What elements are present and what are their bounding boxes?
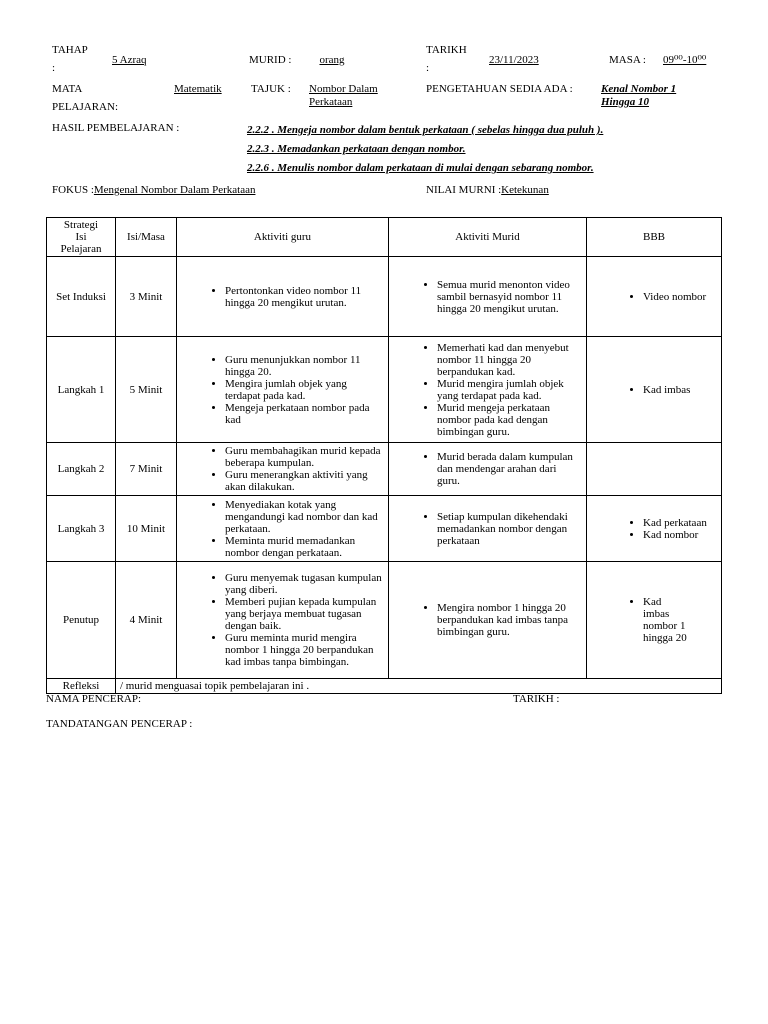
tarikh-label: TARIKH [426,44,467,56]
row-time: 3 Minit [116,257,177,337]
header-strategi: Strategi Isi Pelajaran [47,218,116,257]
list-item: • Memberi pujian kepada kumpulan yang berjaya membuat tugasan dengan baik. [225,596,384,632]
list-item: • Mengira nombor 1 hingga 20 berpandukan kad imbas tanpa bimbingan guru. [437,602,582,638]
nilai-label: NILAI MURNI : [426,184,502,196]
pengetahuan-label: PENGETAHUAN SEDIA ADA : [426,83,573,95]
row-stage: Penutup [47,562,116,679]
refleksi-label: Refleksi [47,679,116,694]
fokus-label: FOKUS : [52,184,94,196]
list-item: • Kad imbas [643,384,717,396]
masa-label: MASA : [609,54,646,66]
tarikh-colon: : [426,62,430,74]
row-bbb [587,496,722,562]
masa-value: 09⁰⁰-10⁰⁰ [663,54,707,66]
row-murid [389,257,587,337]
table-row [47,337,722,443]
list-item: • Guru membahagikan murid kepada beberapa kumpulan. [225,445,384,469]
tajuk-value-line2: Perkataan [309,96,353,108]
list-item: • Kad nombor [643,529,717,541]
list-item: • Pertontonkan video nombor 11 hingga 20 mengikut urutan. [225,285,384,309]
murid-value: orang [319,54,345,66]
refleksi-row [47,679,722,694]
lesson-plan-table [46,217,722,694]
row-murid [389,337,587,443]
row-time: 10 Minit [116,496,177,562]
nilai-value: Ketekunan [501,184,549,196]
murid-label: MURID : [249,54,292,66]
refleksi-text: / murid menguasai topik pembelajaran ini . [116,679,722,694]
row-guru [177,337,389,443]
tarikh-value: 23/11/2023 [489,54,539,66]
tajuk-value-line1: Nombor Dalam [309,83,378,95]
tahap-value: 5 Azraq [112,54,147,66]
list-item: • Setiap kumpulan dikehendaki memadankan nombor dengan perkataan [437,511,582,547]
table-row [47,496,722,562]
tajuk-label: TAJUK : [251,83,291,95]
row-guru [177,443,389,496]
row-time: 5 Minit [116,337,177,443]
list-item: • Murid mengeja perkataan nombor pada kad dengan bimbingan guru. [437,402,582,438]
nilai-murni [426,184,549,196]
fokus-value: Mengenal Nombor Dalam Perkataan [93,184,256,196]
tandatangan-pencerap: TANDATANGAN PENCERAP : [46,718,193,730]
list-item: • Meminta murid memadankan nombor dengan perkataan. [225,535,384,559]
row-stage: Set Induksi [47,257,116,337]
row-bbb [587,257,722,337]
hasil-item-3: 2.2.6 . Menulis nombor dalam perkataan di mulai dengan sebarang nombor. [247,162,594,174]
row-guru [177,257,389,337]
list-item: • Video nombor [643,291,717,303]
list-item: • Guru menerangkan aktiviti yang akan dilakukan. [225,469,384,493]
header-aktiviti-guru: Aktiviti guru [177,218,389,257]
table-row [47,562,722,679]
row-stage: Langkah 2 [47,443,116,496]
hasil-item-1: 2.2.2 . Mengeja nombor dalam bentuk perkataan ( sebelas hingga dua puluh ). [247,124,604,136]
list-item: • Menyediakan kotak yang mengandungi kad nombor dan kad perkataan. [225,499,384,535]
row-murid [389,443,587,496]
row-time: 7 Minit [116,443,177,496]
list-item: • Mengira jumlah objek yang terdapat pada kad. [225,378,384,402]
tahap-colon: : [52,62,56,74]
header-bbb: BBB [587,218,722,257]
tarikh-footer: TARIKH : [513,693,560,705]
mata-value: Matematik [174,83,222,95]
row-bbb [587,337,722,443]
row-bbb [587,562,722,679]
list-item: • Guru meminta murid mengira nombor 1 hingga 20 berpandukan kad imbas tanpa bimbingan. [225,632,384,668]
tahap-label: TAHAP [52,44,88,56]
header-aktiviti-murid: Aktiviti Murid [389,218,587,257]
list-item: • Mengeja perkataan nombor pada kad [225,402,384,426]
mata-label: MATA [52,83,83,95]
list-item: • Kad imbas nombor 1 hingga 20 [643,596,687,644]
row-murid [389,496,587,562]
hasil-item-2: 2.2.3 . Memadankan perkataan dengan nombor. [247,143,466,155]
hasil-label: HASIL PEMBELAJARAN : [52,122,180,134]
row-stage: Langkah 3 [47,496,116,562]
list-item: • Kad perkataan [643,517,717,529]
row-time: 4 Minit [116,562,177,679]
pelajaran-label: PELAJARAN: [52,101,119,113]
list-item: • Murid berada dalam kumpulan dan mendengar arahan dari guru. [437,451,582,487]
pengetahuan-value-line1: Kenal Nombor 1 [601,83,677,95]
list-item: • Murid mengira jumlah objek yang terdapat pada kad. [437,378,582,402]
row-bbb [587,443,722,496]
row-stage: Langkah 1 [47,337,116,443]
row-guru [177,562,389,679]
row-murid [389,562,587,679]
header-isi-masa: Isi/Masa [116,218,177,257]
table-row [47,257,722,337]
list-item: • Memerhati kad dan menyebut nombor 11 hingga 20 berpandukan kad. [437,342,582,378]
list-item: • Guru menyemak tugasan kumpulan yang diberi. [225,572,384,596]
nama-pencerap: NAMA PENCERAP: [46,693,142,705]
list-item: • Guru menunjukkan nombor 11 hingga 20. [225,354,384,378]
fokus [52,184,255,196]
table-row [47,443,722,496]
table-header-row [47,218,722,257]
list-item: • Semua murid menonton video sambil bernasyid nombor 11 hingga 20 mengikut urutan. [437,279,582,315]
row-guru [177,496,389,562]
pengetahuan-value-line2: Hingga 10 [601,96,649,108]
